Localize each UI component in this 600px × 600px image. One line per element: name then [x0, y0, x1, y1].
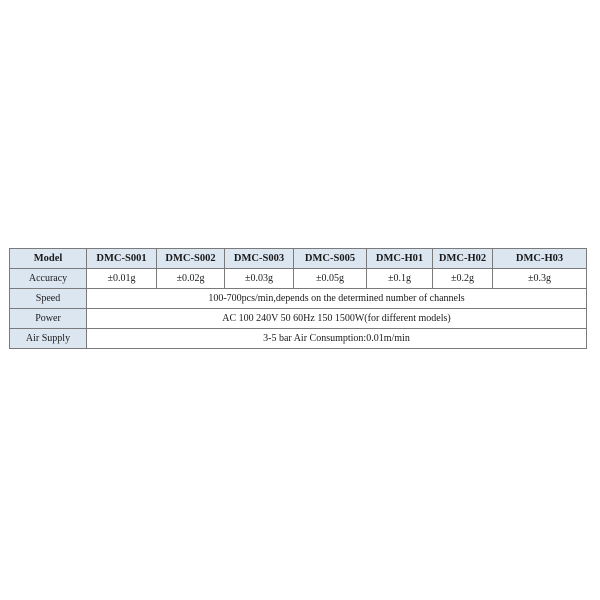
accuracy-cell: ±0.2g: [433, 269, 493, 289]
air-supply-row: [10, 329, 587, 349]
header-model-name: DMC-S001: [87, 249, 157, 269]
accuracy-cell: ±0.05g: [294, 269, 367, 289]
row-label-air-supply: Air Supply: [10, 329, 87, 349]
header-model-name: DMC-H01: [367, 249, 433, 269]
header-model-name: DMC-S005: [294, 249, 367, 269]
accuracy-cell: ±0.03g: [225, 269, 294, 289]
row-label-speed: Speed: [10, 289, 87, 309]
header-model-name: DMC-S003: [225, 249, 294, 269]
speed-row: [10, 289, 587, 309]
row-label-power: Power: [10, 309, 87, 329]
header-model-name: DMC-H02: [433, 249, 493, 269]
accuracy-cell: ±0.1g: [367, 269, 433, 289]
row-label-accuracy: Accuracy: [10, 269, 87, 289]
header-model: Model: [10, 249, 87, 269]
accuracy-cell: ±0.02g: [157, 269, 225, 289]
power-row: [10, 309, 587, 329]
power-value: AC 100 240V 50 60Hz 150 1500W(for different models): [87, 309, 587, 329]
accuracy-row: [10, 269, 587, 289]
header-model-name: DMC-S002: [157, 249, 225, 269]
header-row: [10, 249, 587, 269]
air-supply-value: 3-5 bar Air Consumption:0.01m/min: [87, 329, 587, 349]
speed-value: 100-700pcs/min,depends on the determined number of channels: [87, 289, 587, 309]
header-model-name: DMC-H03: [493, 249, 587, 269]
spec-table: [9, 248, 587, 349]
accuracy-cell: ±0.3g: [493, 269, 587, 289]
accuracy-cell: ±0.01g: [87, 269, 157, 289]
